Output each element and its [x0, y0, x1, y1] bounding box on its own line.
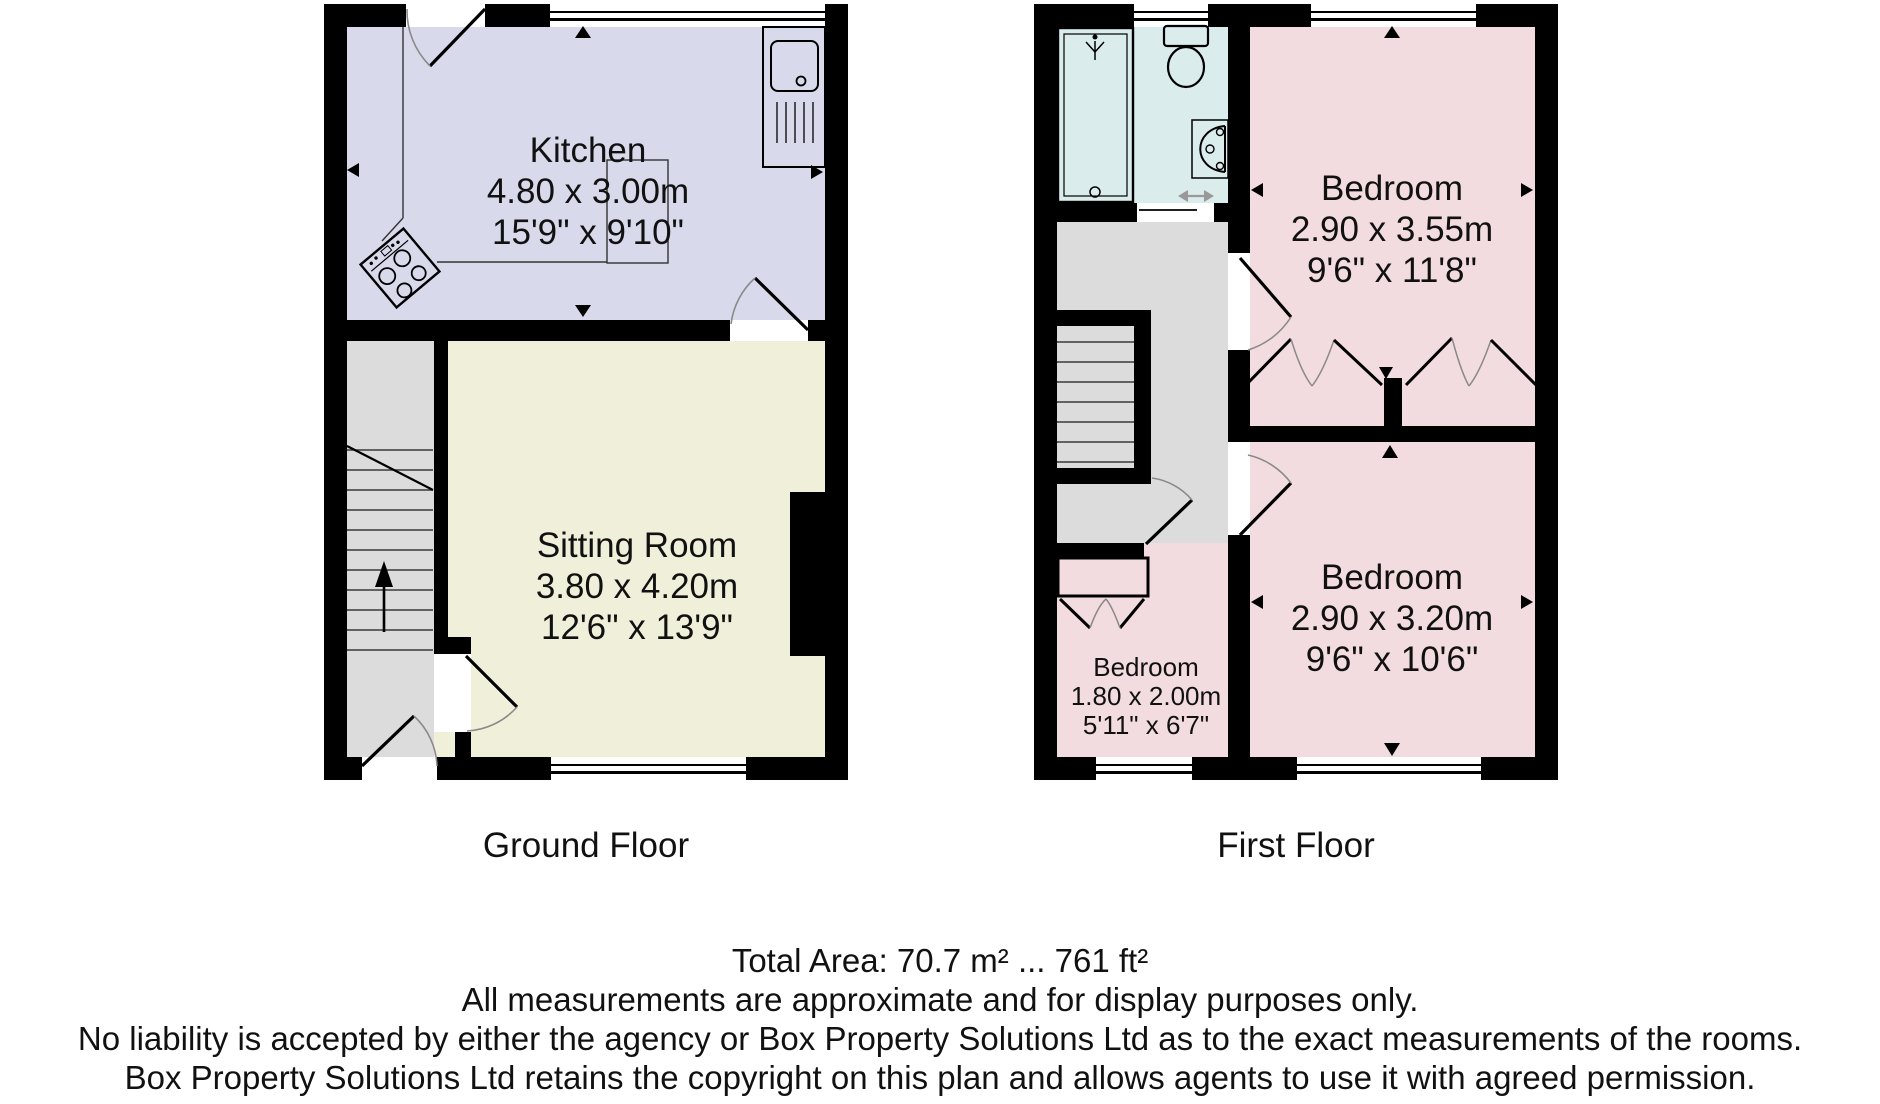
room-dims-imperial: 9'6" x 10'6" — [1305, 640, 1479, 679]
room-name: Bedroom — [1320, 558, 1464, 597]
copyright-line: Box Property Solutions Ltd retains the copyright on this plan and allows agents to use it with agreed permission. — [124, 1059, 1756, 1096]
wall — [1057, 203, 1137, 222]
room-dims-imperial: 5'11" x 6'7" — [1082, 710, 1210, 740]
wall — [1034, 4, 1558, 27]
window — [1311, 4, 1476, 27]
wall — [1214, 203, 1232, 222]
wall — [825, 4, 848, 780]
window — [1096, 757, 1192, 780]
door-opening — [730, 320, 808, 341]
room-dims-imperial: 9'6" x 11'8" — [1307, 251, 1477, 290]
wall — [1228, 426, 1535, 442]
door-opening — [434, 654, 471, 732]
footer-disclaimer — [0, 941, 1880, 1097]
room-label-sitting-room — [487, 525, 787, 648]
wall — [1057, 468, 1151, 484]
room-name: Bedroom — [1093, 652, 1199, 682]
disclaimer-line: No liability is accepted by either the agency or Box Property Solutions Ltd as to the exact measurements of the rooms. — [77, 1020, 1803, 1057]
window — [550, 4, 825, 27]
room-label-bedroom1 — [1242, 168, 1542, 291]
door-opening — [406, 4, 485, 27]
door-opening — [1228, 442, 1250, 535]
window — [551, 757, 746, 780]
chimney-breast — [790, 492, 826, 656]
total-area-text: Total Area: 70.7 m² ... 761 ft² — [731, 942, 1149, 979]
room-name: Kitchen — [529, 131, 647, 170]
chimney-breast — [1384, 378, 1402, 426]
wall — [324, 4, 347, 780]
wall — [434, 341, 448, 640]
first-floor-caption: First Floor — [1217, 826, 1375, 865]
room-name: Sitting Room — [536, 526, 738, 565]
room-name: Bedroom — [1320, 169, 1464, 208]
room-dims-metric: 2.90 x 3.55m — [1290, 210, 1494, 249]
window — [1134, 4, 1208, 27]
wall — [1057, 543, 1144, 559]
shower-room-floor — [1057, 27, 1228, 203]
room-dims-metric: 1.80 x 2.00m — [1070, 681, 1222, 711]
door-opening — [1137, 203, 1214, 222]
room-dims-metric: 4.80 x 3.00m — [486, 172, 690, 211]
room-dims-metric: 3.80 x 4.20m — [535, 567, 739, 606]
hallway-floor — [347, 341, 434, 757]
window — [1297, 757, 1481, 780]
room-dims-metric: 2.90 x 3.20m — [1290, 599, 1494, 638]
wall — [434, 637, 471, 654]
wall — [455, 731, 471, 757]
room-label-bedroom2 — [1242, 557, 1542, 680]
room-label-bedroom3 — [1046, 653, 1246, 740]
room-dims-imperial: 12'6" x 13'9" — [541, 608, 733, 647]
wall — [1134, 310, 1151, 484]
room-label-kitchen — [438, 130, 738, 253]
ground-floor-caption: Ground Floor — [482, 826, 690, 865]
front-door-opening — [362, 757, 437, 780]
disclaimer-line: All measurements are approximate and for display purposes only. — [461, 981, 1419, 1018]
room-dims-imperial: 15'9" x 9'10" — [492, 213, 684, 252]
